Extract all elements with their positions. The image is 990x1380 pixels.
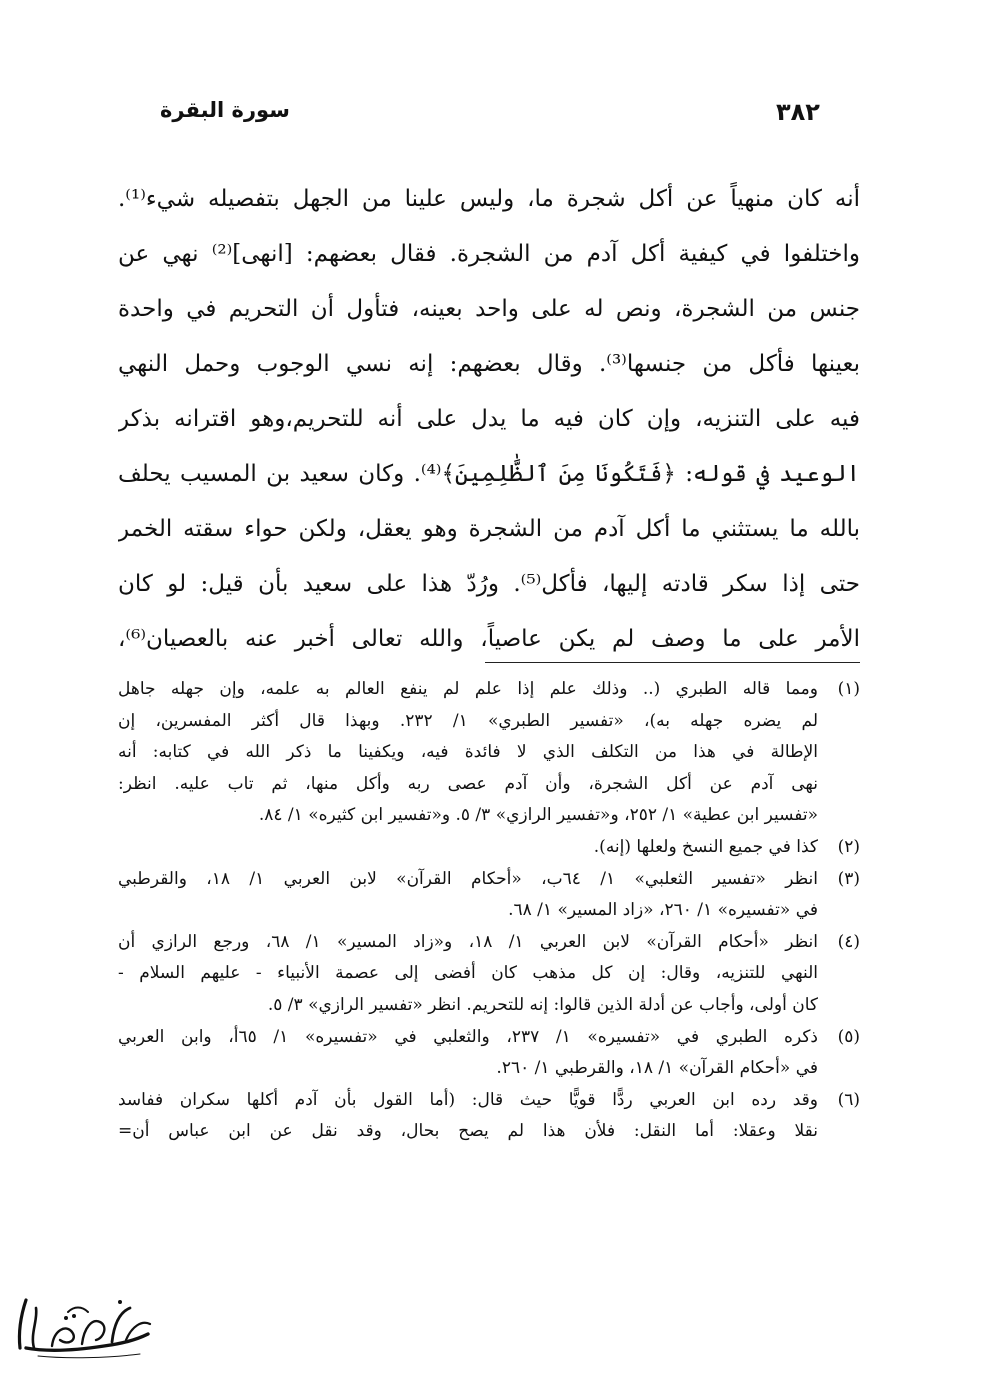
footnote-text: النهي للتنزيه، وقال: إن كل مذهب كان أفضى إلى عصمة الأنبياء - عليهم السلام - — [118, 963, 818, 984]
footnote-text: ذكره الطبري في «تفسيره» ١/ ٢٣٧، والثعلبي في «تفسيره» ١/ ٦٥أ، وابن العربي — [118, 1026, 818, 1047]
footnote-text: الإطالة في هذا من التكلف الذي لا فائدة فيه، ويكفينا ما ذكر الله في كتابه: أنه — [118, 742, 818, 763]
footnotes-section — [118, 674, 860, 1148]
main-text-line: بالله ما يستثني ما أكل آدم من الشجرة وهو يعقل، ولكن حواء سقته الخمر — [118, 516, 860, 542]
footnote-number: (٣) — [837, 868, 860, 889]
footnote-text: في «تفسيره» ١/ ٢٦٠، «زاد المسير» ١/ ٦٨. — [508, 900, 818, 921]
running-header-surah-title: سورة البقرة — [160, 98, 290, 122]
footnote-text: في «أحكام القرآن» ١/ ١٨، والقرطبي ١/ ٢٦٠. — [496, 1058, 818, 1079]
footnote-1-line — [118, 674, 860, 706]
footnote-text: ومما قاله الطبري (.. وذلك علم إذا علم لم ينفع العالم به علمه، وإن جهله جاهل — [118, 679, 818, 699]
footnote-4-line — [118, 958, 860, 990]
footnote-1-line — [118, 769, 860, 801]
main-text-line: الأمر على ما وصف لم يكن عاصياً، والله تعالى أخبر عنه بالعصيان⁽⁶⁾، — [118, 626, 860, 652]
footnote-1-line — [118, 800, 860, 832]
footnote-text: «تفسير ابن عطية» ١/ ٢٥٢، و«تفسير الرازي» ٣/ ٥. و«تفسير ابن كثيره» ١/ ٨٤. — [258, 805, 818, 826]
footnote-text: نقلا وعقلا: أما النقل: فلأن هذا لم يصح بحال، وقد نقل عن ابن عباس أن= — [118, 1121, 818, 1142]
footnote-4-line — [118, 927, 860, 959]
footnote-number: (٥) — [837, 1026, 860, 1047]
main-text-line: جنس من الشجرة، ونص له على واحد بعينه، فتأول أن التحريم في واحدة — [118, 296, 860, 322]
footnote-number: (٢) — [837, 836, 860, 857]
page-number: ٣٨٢ — [776, 98, 820, 126]
footnote-3-line — [118, 895, 860, 927]
footnote-2-line — [118, 832, 860, 864]
main-text-line: واختلفوا في كيفية أكل آدم من الشجرة. فقال بعضهم: [انهى]⁽²⁾ نهي عن — [118, 241, 860, 267]
footnote-text: كذا في جميع النسخ ولعلها (إنه). — [593, 836, 818, 857]
main-text-line: بعينها فأكل من جنسها⁽³⁾. وقال بعضهم: إنه نسي الوجوب وحمل النهي — [118, 351, 860, 377]
main-text-line: حتى إذا سكر قادته إليها، فأكل⁽⁵⁾. ورُدّ هذا على سعيد بأن قيل: لو كان — [118, 571, 860, 597]
footnote-text: وقد رده ابن العربي ردًّا قويًّا حيث قال: (أما القول بأن آدم أكلها سكران ففاسد — [118, 1089, 818, 1110]
main-text-body — [118, 172, 860, 667]
footnote-5-line — [118, 1053, 860, 1085]
footnote-text: نهى آدم عن أكل الشجرة، وأن آدم عصى ربه وأكل منها، ثم تاب عليه. انظر: — [118, 773, 818, 794]
main-text-line: الوعيد في قوله: ﴿فَتَكُونَا مِنَ ٱلظَّٰلِمِينَ﴾⁽⁴⁾. وكان سعيد بن المسيب يحلف — [118, 461, 860, 487]
footnote-6-line — [118, 1116, 860, 1148]
footnote-text: لم يضره جهله به)، «تفسير الطبري» ١/ ٢٣٢. وبهذا قال أكثر المفسرين، إن — [118, 710, 818, 731]
footnote-4-line — [118, 990, 860, 1022]
footnote-3-line — [118, 864, 860, 896]
footnote-1-line — [118, 737, 860, 769]
footnote-1-line — [118, 706, 860, 738]
footnote-text: انظر «أحكام القرآن» لابن العربي ١/ ١٨، و«زاد المسير» ١/ ٦٨، ورجع الرازي أن — [118, 931, 818, 952]
footnote-text: انظر «تفسير الثعلبي» ١/ ٦٤ب، «أحكام القرآن» لابن العربي ١/ ١٨، والقرطبي — [118, 868, 819, 889]
footnote-6-line — [118, 1085, 860, 1117]
footnote-number: (١) — [837, 679, 860, 699]
footnote-number: (٦) — [837, 1089, 860, 1110]
footnote-number: (٤) — [837, 931, 860, 952]
footnote-text: كان أولى، وأجاب عن أدلة الذين قالوا: إنه للتحريم. انظر «تفسير الرازي» ٣/ ٥. — [267, 994, 818, 1015]
main-text-line: أنه كان منهياً عن أكل شجرة ما، وليس علينا من الجهل بتفصيله شيء⁽¹⁾. — [118, 186, 860, 212]
footnote-5-line — [118, 1022, 860, 1054]
main-text-line: فيه على التنزيه، وإن كان فيه ما يدل على أنه للتحريم،وهو اقترانه بذكر — [118, 406, 860, 432]
calligraphy-stamp-logo — [8, 1290, 158, 1360]
footnote-separator-rule — [485, 662, 860, 663]
